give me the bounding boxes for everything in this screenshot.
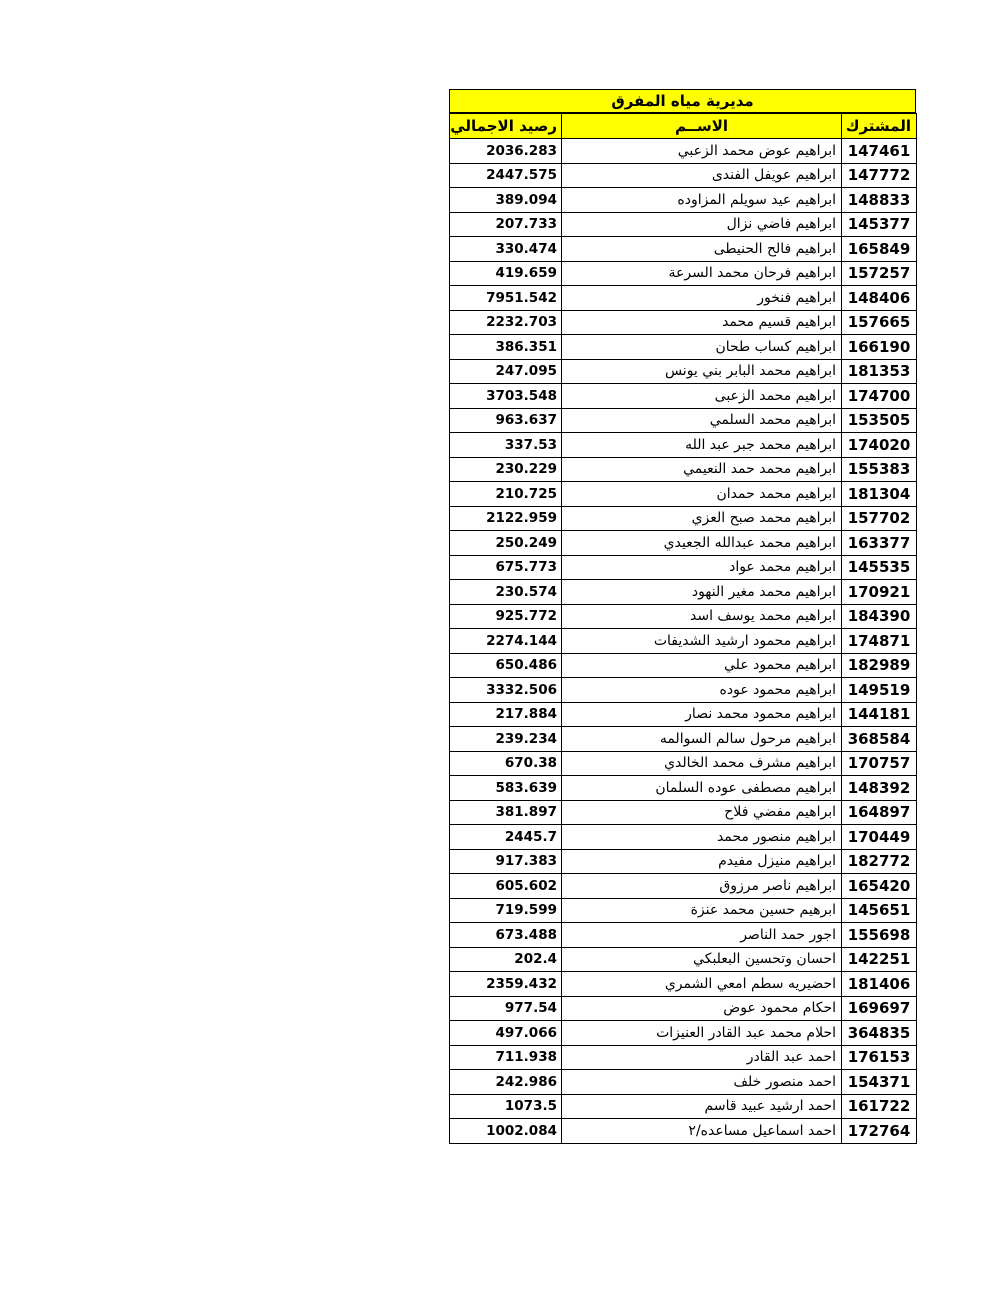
table-row (450, 776, 917, 801)
balance-cell: 230.574 (450, 580, 562, 605)
balance-cell: 381.897 (450, 800, 562, 825)
subscriber-id-cell: 145377 (842, 212, 917, 237)
name-cell: ابراهيم قسيم محمد (562, 310, 842, 335)
name-cell: ابراهيم محمد جبر عبد الله (562, 433, 842, 458)
balance-cell: 330.474 (450, 237, 562, 262)
table-row (450, 923, 917, 948)
table-row (450, 237, 917, 262)
table-row (450, 433, 917, 458)
balance-cell: 719.599 (450, 898, 562, 923)
subscriber-id-cell: 155383 (842, 457, 917, 482)
table-row (450, 604, 917, 629)
subscriber-id-cell: 154371 (842, 1070, 917, 1095)
subscriber-id-cell: 148406 (842, 286, 917, 311)
table-row (450, 972, 917, 997)
table-row (450, 1094, 917, 1119)
table-row (450, 751, 917, 776)
sheet-title: مديرية مياه المفرق (449, 89, 916, 113)
balance-cell: 419.659 (450, 261, 562, 286)
table-row (450, 653, 917, 678)
balance-cell: 650.486 (450, 653, 562, 678)
subscriber-id-cell: 169697 (842, 996, 917, 1021)
table-row (450, 1119, 917, 1144)
balance-cell: 386.351 (450, 335, 562, 360)
balance-cell: 673.488 (450, 923, 562, 948)
name-cell: احمد عبد القادر (562, 1045, 842, 1070)
table-row (450, 727, 917, 752)
subscriber-id-cell: 184390 (842, 604, 917, 629)
name-cell: ابراهيم منصور محمد (562, 825, 842, 850)
name-cell: احمد منصور خلف (562, 1070, 842, 1095)
name-cell: ابراهيم مشرف محمد الخالدي (562, 751, 842, 776)
table-row (450, 678, 917, 703)
name-cell: ابراهيم محمد يوسف اسد (562, 604, 842, 629)
balance-cell: 239.234 (450, 727, 562, 752)
balance-cell: 207.733 (450, 212, 562, 237)
table-row (450, 212, 917, 237)
subscriber-id-cell: 170757 (842, 751, 917, 776)
name-cell: ابراهيم مرحول سالم السوالمه (562, 727, 842, 752)
subscriber-id-cell: 157665 (842, 310, 917, 335)
balance-cell: 917.383 (450, 849, 562, 874)
balance-cell: 389.094 (450, 188, 562, 213)
subscriber-id-cell: 149519 (842, 678, 917, 703)
table-row (450, 898, 917, 923)
balance-cell: 925.772 (450, 604, 562, 629)
subscriber-id-cell: 181353 (842, 359, 917, 384)
name-cell: ابراهيم مصطفى عوده السلمان (562, 776, 842, 801)
balance-cell: 711.938 (450, 1045, 562, 1070)
table-row (450, 408, 917, 433)
table-row (450, 555, 917, 580)
table-row (450, 947, 917, 972)
name-cell: ابراهيم محمد صبح العزي (562, 506, 842, 531)
name-cell: ابراهيم محمود ارشيد الشديفات (562, 629, 842, 654)
subscriber-id-cell: 170921 (842, 580, 917, 605)
name-cell: ابراهيم محمد حمد النعيمي (562, 457, 842, 482)
subscriber-id-cell: 182772 (842, 849, 917, 874)
table-row (450, 506, 917, 531)
table-row (450, 702, 917, 727)
name-cell: ابراهيم محمد السلمي (562, 408, 842, 433)
name-cell: ابراهيم فالح الحنيطى (562, 237, 842, 262)
name-cell: ابراهيم ناصر مرزوق (562, 874, 842, 899)
name-cell: ابراهيم كساب طحان (562, 335, 842, 360)
name-cell: ابراهيم فنخور (562, 286, 842, 311)
balance-cell: 2447.575 (450, 163, 562, 188)
subscriber-id-cell: 161722 (842, 1094, 917, 1119)
subscriber-id-cell: 148392 (842, 776, 917, 801)
subscriber-id-cell: 172764 (842, 1119, 917, 1144)
table-row (450, 996, 917, 1021)
balance-cell: 247.095 (450, 359, 562, 384)
subscriber-id-cell: 368584 (842, 727, 917, 752)
table-row (450, 359, 917, 384)
table-row (450, 188, 917, 213)
balance-cell: 605.602 (450, 874, 562, 899)
subscriber-id-cell: 147461 (842, 139, 917, 164)
subscriber-id-cell: 174020 (842, 433, 917, 458)
table-row (450, 800, 917, 825)
table-row (450, 1021, 917, 1046)
subscriber-id-cell: 163377 (842, 531, 917, 556)
subscriber-id-cell: 166190 (842, 335, 917, 360)
balance-cell: 337.53 (450, 433, 562, 458)
table-row (450, 384, 917, 409)
balance-cell: 2359.432 (450, 972, 562, 997)
table-row (450, 139, 917, 164)
header-balance: رصيد الاجمالي (450, 114, 562, 139)
balance-cell: 2232.703 (450, 310, 562, 335)
name-cell: ابراهيم محمود عوده (562, 678, 842, 703)
table-row (450, 580, 917, 605)
name-cell: ابراهيم فاضي نزال (562, 212, 842, 237)
name-cell: احمد ارشيد عبيد قاسم (562, 1094, 842, 1119)
name-cell: احكام محمود عوض (562, 996, 842, 1021)
table-row (450, 163, 917, 188)
balance-cell: 2274.144 (450, 629, 562, 654)
subscriber-id-cell: 144181 (842, 702, 917, 727)
name-cell: ابراهيم محمد حمدان (562, 482, 842, 507)
name-cell: ابراهيم فرحان محمد السرعة (562, 261, 842, 286)
name-cell: ابراهيم محمد عواد (562, 555, 842, 580)
name-cell: ابراهيم محمود محمد نصار (562, 702, 842, 727)
name-cell: احلام محمد عبد القادر العنيزات (562, 1021, 842, 1046)
balance-cell: 670.38 (450, 751, 562, 776)
table-row (450, 825, 917, 850)
balance-cell: 230.229 (450, 457, 562, 482)
subscriber-id-cell: 147772 (842, 163, 917, 188)
balance-cell: 1002.084 (450, 1119, 562, 1144)
header-subscriber: المشترك (842, 114, 917, 139)
balance-cell: 2122.959 (450, 506, 562, 531)
balance-cell: 963.637 (450, 408, 562, 433)
table-row (450, 286, 917, 311)
spreadsheet (449, 89, 916, 1144)
table-row (450, 1070, 917, 1095)
subscriber-id-cell: 174871 (842, 629, 917, 654)
subscriber-id-cell: 174700 (842, 384, 917, 409)
name-cell: ابراهيم محمد الزعبى (562, 384, 842, 409)
subscriber-id-cell: 170449 (842, 825, 917, 850)
table-row (450, 849, 917, 874)
balance-cell: 2036.283 (450, 139, 562, 164)
name-cell: ابراهيم محمود علي (562, 653, 842, 678)
table-row (450, 335, 917, 360)
name-cell: ابراهيم عيد سويلم المزاوده (562, 188, 842, 213)
balance-cell: 217.884 (450, 702, 562, 727)
subscriber-id-cell: 165420 (842, 874, 917, 899)
name-cell: احمد اسماعيل مساعده/٢ (562, 1119, 842, 1144)
balance-cell: 202.4 (450, 947, 562, 972)
subscriber-id-cell: 157257 (842, 261, 917, 286)
subscriber-id-cell: 153505 (842, 408, 917, 433)
name-cell: ابراهيم عويفل الفندى (562, 163, 842, 188)
subscriber-id-cell: 181304 (842, 482, 917, 507)
table-row (450, 482, 917, 507)
subscriber-id-cell: 182989 (842, 653, 917, 678)
table-row (450, 310, 917, 335)
name-cell: احسان وتحسين البعلبكي (562, 947, 842, 972)
balance-cell: 3703.548 (450, 384, 562, 409)
balance-cell: 1073.5 (450, 1094, 562, 1119)
subscribers-table (449, 113, 917, 1144)
header-name: الاســم (562, 114, 842, 139)
balance-cell: 3332.506 (450, 678, 562, 703)
balance-cell: 583.639 (450, 776, 562, 801)
table-row (450, 457, 917, 482)
name-cell: اجور حمد الناصر (562, 923, 842, 948)
subscriber-id-cell: 142251 (842, 947, 917, 972)
subscriber-id-cell: 145651 (842, 898, 917, 923)
balance-cell: 210.725 (450, 482, 562, 507)
subscriber-id-cell: 145535 (842, 555, 917, 580)
name-cell: ابراهيم محمد البابر بني يونس (562, 359, 842, 384)
balance-cell: 2445.7 (450, 825, 562, 850)
name-cell: احضيريه سطم امعي الشمري (562, 972, 842, 997)
name-cell: ابراهيم مفضي فلاح (562, 800, 842, 825)
name-cell: ابراهيم محمد مغير النهود (562, 580, 842, 605)
subscriber-id-cell: 364835 (842, 1021, 917, 1046)
table-row (450, 531, 917, 556)
subscriber-id-cell: 157702 (842, 506, 917, 531)
table-row (450, 629, 917, 654)
subscriber-id-cell: 164897 (842, 800, 917, 825)
name-cell: ابرهيم حسين محمد عنزة (562, 898, 842, 923)
balance-cell: 250.249 (450, 531, 562, 556)
subscriber-id-cell: 155698 (842, 923, 917, 948)
name-cell: ابراهيم محمد عبدالله الجعيدي (562, 531, 842, 556)
balance-cell: 497.066 (450, 1021, 562, 1046)
subscriber-id-cell: 148833 (842, 188, 917, 213)
balance-cell: 7951.542 (450, 286, 562, 311)
name-cell: ابراهيم عوض محمد الزعبي (562, 139, 842, 164)
name-cell: ابراهيم منيزل مفيدم (562, 849, 842, 874)
balance-cell: 675.773 (450, 555, 562, 580)
balance-cell: 242.986 (450, 1070, 562, 1095)
subscriber-id-cell: 165849 (842, 237, 917, 262)
subscriber-id-cell: 176153 (842, 1045, 917, 1070)
balance-cell: 977.54 (450, 996, 562, 1021)
table-row (450, 261, 917, 286)
subscriber-id-cell: 181406 (842, 972, 917, 997)
header-row (450, 114, 917, 139)
table-row (450, 1045, 917, 1070)
table-row (450, 874, 917, 899)
